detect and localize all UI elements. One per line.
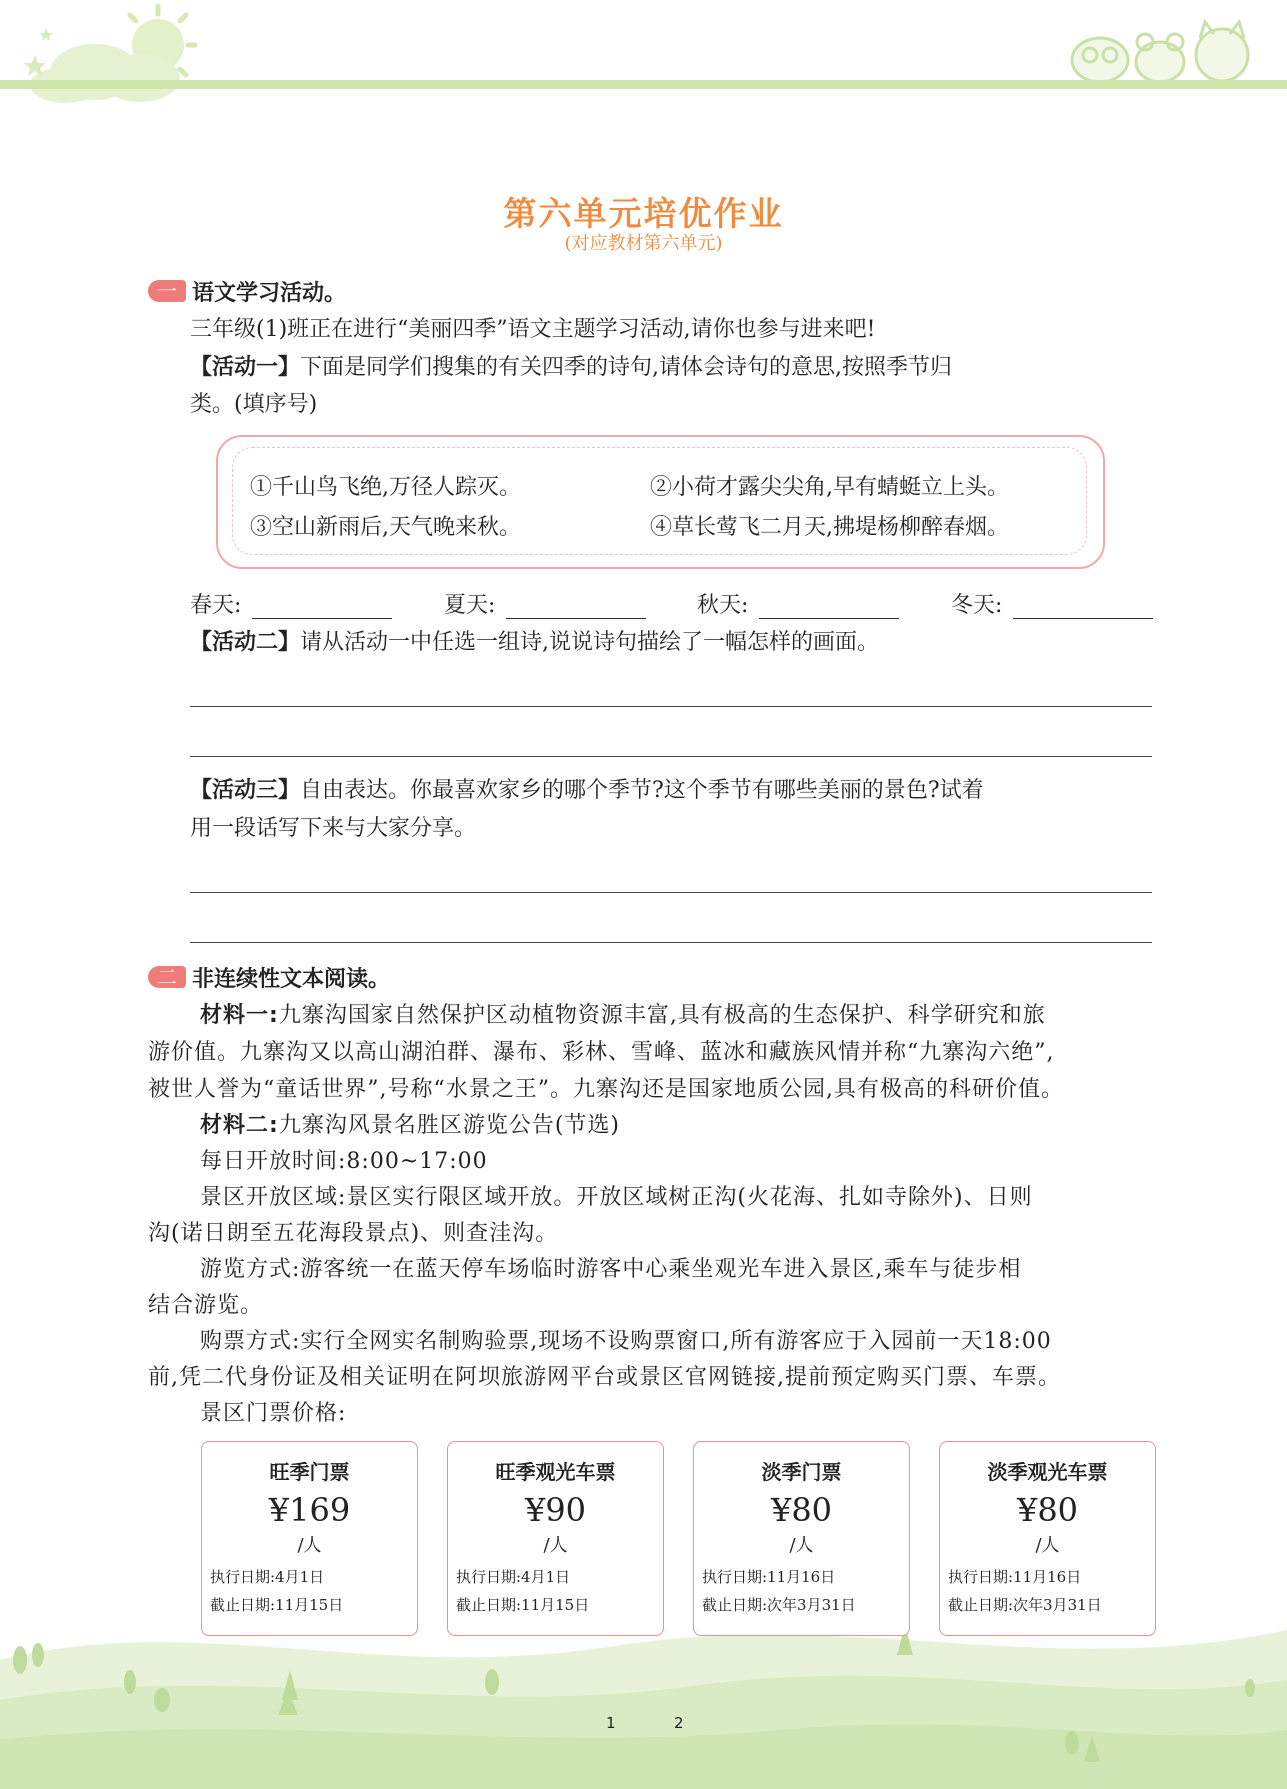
- section-two-badge: 二: [148, 966, 186, 988]
- animal-friends-icon: [1072, 22, 1248, 82]
- ticket-name: 淡季门票: [761, 1460, 842, 1484]
- ticket-unit: /人: [297, 1535, 322, 1556]
- season-winter-label: 冬天:: [951, 593, 1003, 618]
- ticket-start-date: 执行日期:11月16日: [702, 1568, 836, 1586]
- ticket-end-date: 截止日期:11月15日: [456, 1596, 590, 1614]
- page-number-right: 2: [674, 1714, 684, 1732]
- ticket-end-date: 截止日期:次年3月31日: [702, 1596, 856, 1614]
- season-summer-label: 夏天:: [444, 593, 496, 618]
- answer-line[interactable]: [190, 892, 1152, 893]
- material-two-line: [200, 1108, 620, 1144]
- ticket-price: ¥90: [524, 1491, 587, 1529]
- season-spring-blank[interactable]: [252, 618, 392, 619]
- activity-three-line1: [190, 773, 984, 809]
- ticket-start-date: 执行日期:11月16日: [948, 1568, 1082, 1586]
- section-one-badge: 一: [148, 280, 186, 302]
- page-title: 第六单元培优作业: [503, 194, 784, 233]
- season-winter-blank[interactable]: [1013, 618, 1153, 619]
- ticket-card: [693, 1441, 910, 1636]
- ticket-price: ¥169: [268, 1491, 351, 1529]
- section-one-title: 语文学习活动。: [192, 281, 347, 306]
- ticket-unit: /人: [789, 1535, 814, 1556]
- ticket-purchase-line2: 前,凭二代身份证及相关证明在阿坝旅游网平台或景区官网链接,提前预定购买门票、车票。: [148, 1365, 1061, 1390]
- material-two-label: 材料二:: [200, 1113, 279, 1138]
- tour-mode-line2: 结合游览。: [148, 1293, 264, 1318]
- header-band: [0, 80, 1287, 89]
- page-number-left: 1: [606, 1714, 616, 1732]
- season-autumn-blank[interactable]: [759, 618, 899, 619]
- ticket-end-date: 截止日期:11月15日: [210, 1596, 344, 1614]
- page-subtitle: (对应教材第六单元): [564, 233, 723, 254]
- open-area-line1: 景区开放区域:景区实行限区域开放。开放区域树正沟(火花海、扎如寺除外)、日则: [200, 1185, 1033, 1210]
- opening-hours: 每日开放时间:8:00~17:00: [200, 1149, 488, 1174]
- ticket-unit: /人: [1035, 1535, 1060, 1556]
- activity-one-text: 下面是同学们搜集的有关四季的诗句,请体会诗句的意思,按照季节归: [300, 355, 953, 380]
- section-one-intro: 三年级(1)班正在进行“美丽四季”语文主题学习活动,请你也参与进来吧!: [190, 317, 876, 342]
- activity-two-label: 【活动二】: [190, 630, 301, 655]
- ticket-card: [201, 1441, 418, 1636]
- activity-two-text: 请从活动一中任选一组诗,说说诗句描绘了一幅怎样的画面。: [300, 630, 880, 655]
- answer-line[interactable]: [190, 756, 1152, 757]
- season-summer-blank[interactable]: [506, 618, 646, 619]
- ticket-unit: /人: [543, 1535, 568, 1556]
- activity-three-label: 【活动三】: [190, 778, 301, 803]
- activity-three-text: 自由表达。你最喜欢家乡的哪个季节?这个季节有哪些美丽的景色?试着: [300, 778, 984, 803]
- poem-3: ③空山新雨后,天气晚来秋。: [250, 515, 521, 540]
- ticket-price: ¥80: [770, 1491, 833, 1529]
- poem-1: ①千山鸟飞绝,万径人踪灭。: [250, 475, 521, 500]
- material-one-text: 九寨沟国家自然保护区动植物资源丰富,具有极高的生态保护、科学研究和旅: [278, 1003, 1046, 1028]
- ticket-card: [939, 1441, 1156, 1636]
- poem-2: ②小荷才露尖尖角,早有蜻蜓立上头。: [650, 475, 1009, 500]
- ticket-name: 旺季门票: [269, 1460, 350, 1484]
- material-two-title: 九寨沟风景名胜区游览公告(节选): [278, 1113, 620, 1138]
- star-icon: [24, 28, 53, 76]
- ticket-price: ¥80: [1016, 1491, 1079, 1529]
- activity-one-line1: [190, 350, 952, 386]
- season-autumn-label: 秋天:: [697, 593, 749, 618]
- ticket-name: 淡季观光车票: [987, 1460, 1108, 1484]
- activity-one-line2: 类。(填序号): [190, 392, 318, 417]
- activity-two: [190, 625, 879, 661]
- material-one-label: 材料一:: [200, 1003, 279, 1028]
- material-one-line3: 被世人誉为“童话世界”,号称“水景之王”。九寨沟还是国家地质公园,具有极高的科研价值。: [148, 1077, 1064, 1102]
- ticket-end-date: 截止日期:次年3月31日: [948, 1596, 1102, 1614]
- ticket-price-label: 景区门票价格:: [200, 1401, 347, 1426]
- answer-line[interactable]: [190, 706, 1152, 707]
- season-spring-label: 春天:: [190, 593, 242, 618]
- material-one-line1: [200, 998, 1046, 1034]
- ticket-start-date: 执行日期:4月1日: [456, 1568, 571, 1586]
- activity-three-line2: 用一段话写下来与大家分享。: [190, 816, 477, 841]
- answer-line[interactable]: [190, 942, 1152, 943]
- poem-4: ④草长莺飞二月天,拂堤杨柳醉春烟。: [650, 515, 1009, 540]
- ticket-purchase-line1: 购票方式:实行全网实名制购验票,现场不设购票窗口,所有游客应于入园前一天18:00: [200, 1329, 1052, 1354]
- ticket-card: [447, 1441, 664, 1636]
- open-area-line2: 沟(诺日朗至五花海段景点)、则查洼沟。: [148, 1221, 559, 1246]
- material-one-line2: 游价值。九寨沟又以高山湖泊群、瀑布、彩林、雪峰、蓝冰和藏族风情并称“九寨沟六绝”,: [148, 1040, 1055, 1065]
- section-two-title: 非连续性文本阅读。: [192, 967, 391, 992]
- activity-one-label: 【活动一】: [190, 355, 301, 380]
- tour-mode-line1: 游览方式:游客统一在蓝天停车场临时游客中心乘坐观光车进入景区,乘车与徒步相: [200, 1257, 1022, 1282]
- ticket-start-date: 执行日期:4月1日: [210, 1568, 325, 1586]
- ticket-name: 旺季观光车票: [495, 1460, 616, 1484]
- header-decoration: [0, 0, 1287, 120]
